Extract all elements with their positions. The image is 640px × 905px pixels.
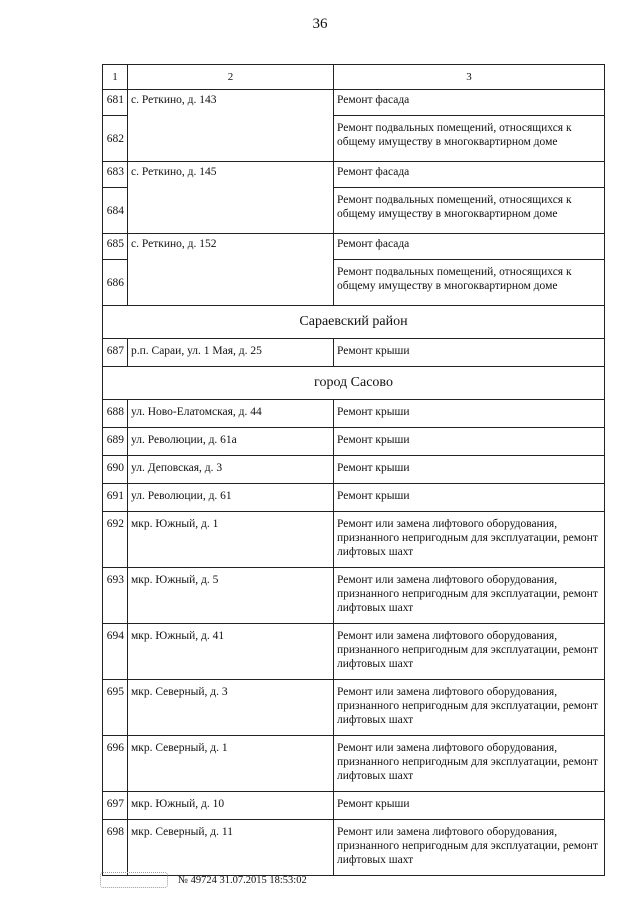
row-number: 685 (103, 234, 128, 260)
row-address: ул. Революции, д. 61а (128, 428, 334, 456)
row-work: Ремонт крыши (334, 428, 605, 456)
header-col-1: 1 (103, 65, 128, 90)
row-number: 691 (103, 484, 128, 512)
table-row (103, 234, 605, 260)
row-number: 690 (103, 456, 128, 484)
row-number: 688 (103, 400, 128, 428)
row-work: Ремонт подвальных помещений, относящихся к общему имуществу в многоквартирном доме (334, 188, 605, 234)
row-work: Ремонт или замена лифтового оборудования, признанного непригодным для эксплуатации, ремонт лифтовых шахт (334, 736, 605, 792)
row-work: Ремонт или замена лифтового оборудования, признанного непригодным для эксплуатации, ремонт лифтовых шахт (334, 624, 605, 680)
row-address: с. Реткино, д. 152 (128, 234, 334, 306)
works-table-body (103, 65, 605, 876)
row-address: мкр. Северный, д. 3 (128, 680, 334, 736)
row-number: 698 (103, 820, 128, 876)
table-row (103, 792, 605, 820)
row-work: Ремонт крыши (334, 484, 605, 512)
row-work: Ремонт или замена лифтового оборудования, признанного непригодным для эксплуатации, ремонт лифтовых шахт (334, 680, 605, 736)
page-number: 36 (312, 16, 328, 32)
row-number: 686 (103, 260, 128, 306)
table-row (103, 484, 605, 512)
table-row (103, 624, 605, 680)
row-work: Ремонт или замена лифтового оборудования, признанного непригодным для эксплуатации, ремонт лифтовых шахт (334, 512, 605, 568)
row-number: 695 (103, 680, 128, 736)
works-table (102, 64, 605, 876)
row-work: Ремонт или замена лифтового оборудования, признанного непригодным для эксплуатации, ремонт лифтовых шахт (334, 568, 605, 624)
row-work: Ремонт крыши (334, 792, 605, 820)
row-address: мкр. Южный, д. 10 (128, 792, 334, 820)
row-address: мкр. Южный, д. 41 (128, 624, 334, 680)
row-work: Ремонт крыши (334, 456, 605, 484)
registration-stamp-logo (100, 872, 168, 888)
row-number: 681 (103, 90, 128, 116)
table-row (103, 820, 605, 876)
row-address: р.п. Сараи, ул. 1 Мая, д. 25 (128, 339, 334, 367)
footer (100, 872, 307, 888)
row-number: 694 (103, 624, 128, 680)
row-address: ул. Ново-Елатомская, д. 44 (128, 400, 334, 428)
section-header-row (103, 367, 605, 400)
row-address: мкр. Южный, д. 1 (128, 512, 334, 568)
table-row (103, 568, 605, 624)
row-work: Ремонт крыши (334, 339, 605, 367)
row-number: 689 (103, 428, 128, 456)
row-address: мкр. Северный, д. 1 (128, 736, 334, 792)
section-title: город Сасово (103, 367, 605, 400)
row-address: с. Реткино, д. 145 (128, 162, 334, 234)
header-col-2: 2 (128, 65, 334, 90)
table-row (103, 162, 605, 188)
table-row (103, 512, 605, 568)
row-number: 687 (103, 339, 128, 367)
table-header-row (103, 65, 605, 90)
document-number: № 49724 31.07.2015 18:53:02 (178, 874, 307, 886)
table-row (103, 90, 605, 116)
row-work: Ремонт фасада (334, 90, 605, 116)
row-address: ул. Деповская, д. 3 (128, 456, 334, 484)
row-number: 697 (103, 792, 128, 820)
table-row (103, 428, 605, 456)
row-work: Ремонт фасада (334, 162, 605, 188)
table-row (103, 400, 605, 428)
row-number: 682 (103, 116, 128, 162)
row-number: 696 (103, 736, 128, 792)
row-work: Ремонт фасада (334, 234, 605, 260)
row-address: мкр. Южный, д. 5 (128, 568, 334, 624)
row-work: Ремонт подвальных помещений, относящихся к общему имуществу в многоквартирном доме (334, 116, 605, 162)
table-row (103, 339, 605, 367)
row-number: 692 (103, 512, 128, 568)
section-header-row (103, 306, 605, 339)
row-number: 684 (103, 188, 128, 234)
section-title: Сараевский район (103, 306, 605, 339)
header-col-3: 3 (334, 65, 605, 90)
row-number: 693 (103, 568, 128, 624)
table-row (103, 680, 605, 736)
row-work: Ремонт или замена лифтового оборудования, признанного непригодным для эксплуатации, ремонт лифтовых шахт (334, 820, 605, 876)
row-address: с. Реткино, д. 143 (128, 90, 334, 162)
table-row (103, 456, 605, 484)
row-work: Ремонт подвальных помещений, относящихся к общему имуществу в многоквартирном доме (334, 260, 605, 306)
row-address: мкр. Северный, д. 11 (128, 820, 334, 876)
row-work: Ремонт крыши (334, 400, 605, 428)
table-row (103, 736, 605, 792)
row-number: 683 (103, 162, 128, 188)
row-address: ул. Революции, д. 61 (128, 484, 334, 512)
